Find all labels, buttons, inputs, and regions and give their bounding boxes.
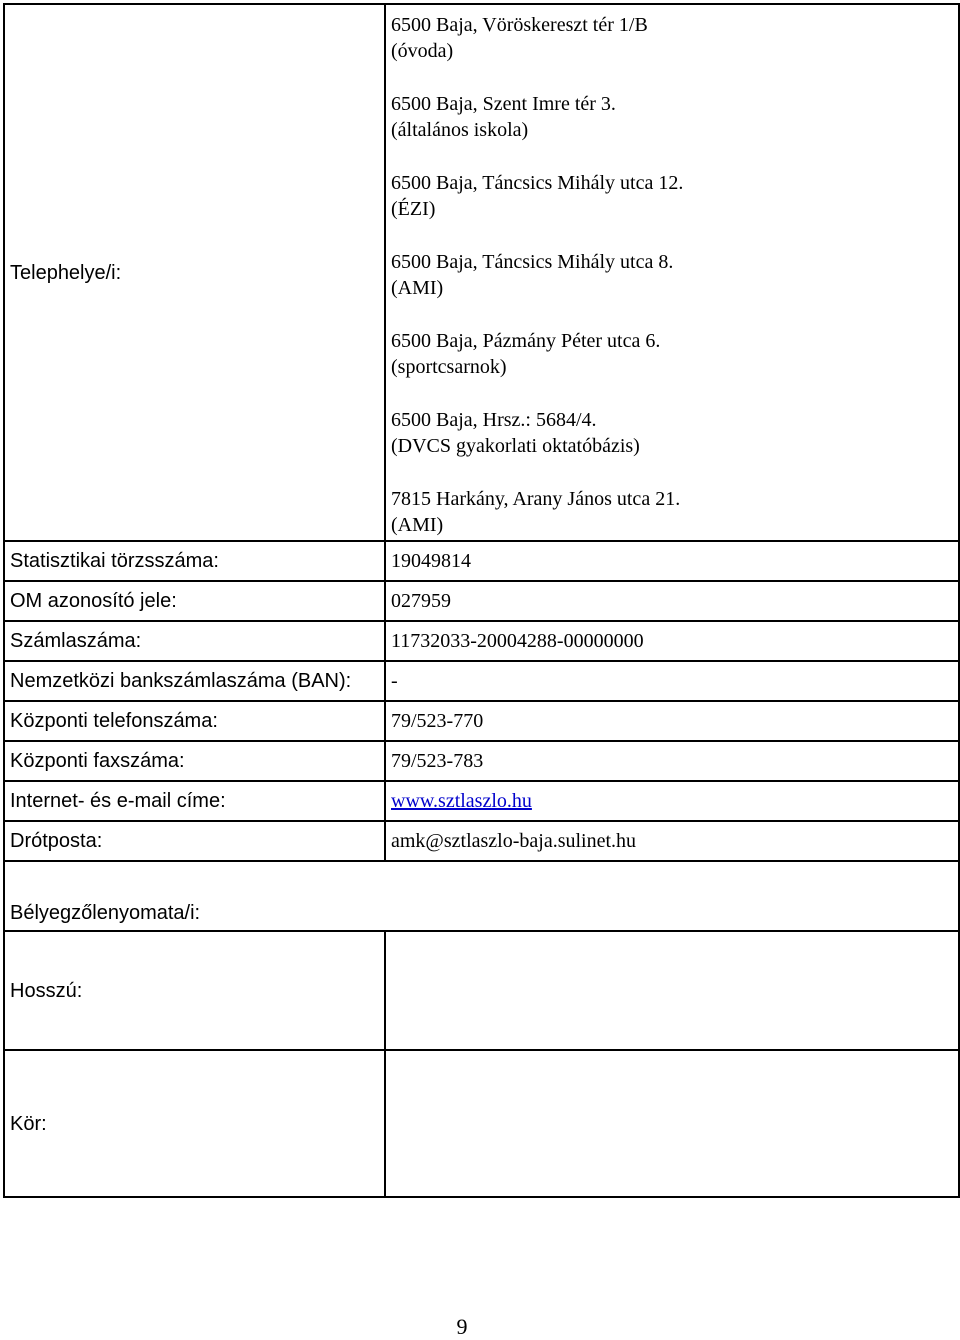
document-page [3,3,958,1198]
institution-data-table [3,3,960,1198]
address-item [391,12,958,64]
address-line: 6500 Baja, Pázmány Péter utca 6. [391,330,661,352]
email-row [4,821,959,861]
address-type: (óvoda) [391,40,454,62]
field-value: 027959 [385,581,959,621]
stamp-round-label: Kör: [4,1050,385,1197]
field-value: 79/523-770 [385,701,959,741]
stamp-round-area [385,1050,959,1197]
website-cell [385,781,959,821]
stamp-long-area [385,931,959,1050]
phone-row [4,701,959,741]
address-type: (DVCS gyakorlati oktatóbázis) [391,435,640,457]
field-value: 11732033-20004288-00000000 [385,621,959,661]
stamp-heading: Bélyegzőlenyomata/i: [4,861,959,931]
stamp-long-row [4,931,959,1050]
locations-row [4,4,959,541]
address-type: (AMI) [391,277,444,299]
field-label: Nemzetközi bankszámlaszáma (BAN): [4,661,385,701]
address-item [391,170,958,222]
field-value: - [385,661,959,701]
field-label: Számlaszáma: [4,621,385,661]
statistical-id-row [4,541,959,581]
address-type: (AMI) [391,514,444,536]
address-item [391,91,958,143]
page-number: 9 [456,1314,468,1339]
account-number-row [4,621,959,661]
field-label: Drótposta: [4,821,385,861]
address-line: 6500 Baja, Táncsics Mihály utca 12. [391,172,684,194]
fax-row [4,741,959,781]
website-row [4,781,959,821]
address-type: (általános iskola) [391,119,529,141]
address-type: (ÉZI) [391,198,436,220]
field-label: Központi telefonszáma: [4,701,385,741]
address-line: 6500 Baja, Hrsz.: 5684/4. [391,409,597,431]
iban-row [4,661,959,701]
field-value: 19049814 [385,541,959,581]
stamp-long-label: Hosszú: [4,931,385,1050]
locations-address-list [385,4,959,541]
field-value: amk@sztlaszlo-baja.sulinet.hu [385,821,959,861]
address-item [391,328,958,380]
address-line: 6500 Baja, Táncsics Mihály utca 8. [391,251,674,273]
field-label: Statisztikai törzsszáma: [4,541,385,581]
address-type: (sportcsarnok) [391,356,507,378]
address-line: 6500 Baja, Szent Imre tér 3. [391,93,616,115]
om-id-row [4,581,959,621]
address-line: 6500 Baja, Vöröskereszt tér 1/B [391,14,648,36]
address-item [391,486,958,538]
field-label: Internet- és e-mail címe: [4,781,385,821]
stamp-heading-row [4,861,959,931]
stamp-round-row [4,1050,959,1197]
address-line: 7815 Harkány, Arany János utca 21. [391,488,681,510]
website-link[interactable]: www.sztlaszlo.hu [391,790,532,812]
field-value: 79/523-783 [385,741,959,781]
locations-label: Telephelye/i: [4,4,385,541]
address-item [391,249,958,301]
address-item [391,407,958,459]
field-label: OM azonosító jele: [4,581,385,621]
field-label: Központi faxszáma: [4,741,385,781]
